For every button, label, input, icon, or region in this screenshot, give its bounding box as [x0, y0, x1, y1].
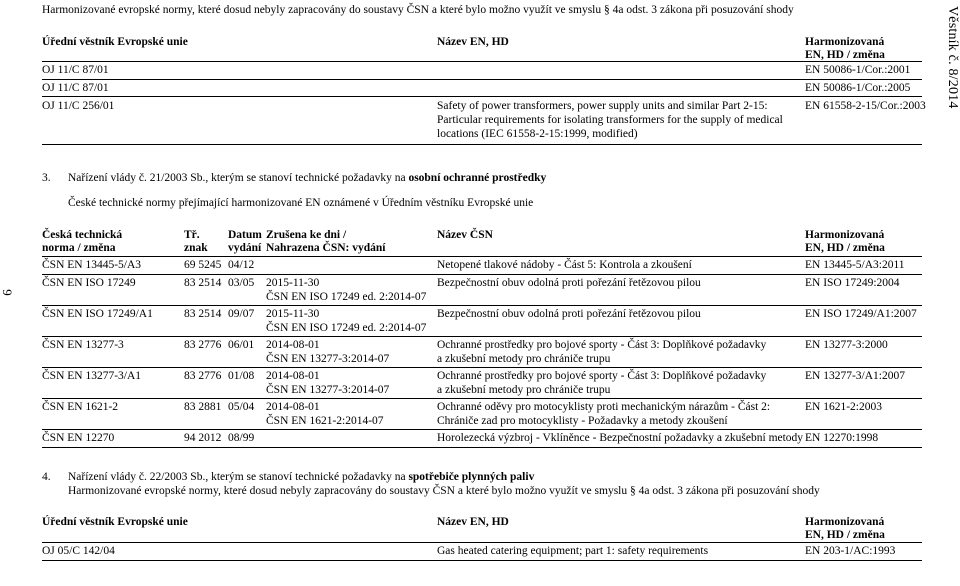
- t1-row-1-harm: EN 50086-1/Cor.:2001: [805, 64, 911, 76]
- section-3-number: 3.: [42, 172, 51, 184]
- section-4-heading: [68, 471, 534, 484]
- t2-header-norm-1: Česká technická: [42, 229, 123, 241]
- t3-row-1-harm: EN 203-1/AC:1993: [805, 545, 896, 557]
- t3-header-journal: Úřední věstník Evropské unie: [42, 516, 188, 528]
- t2-row-4-name-line-1: Ochranné prostředky pro bojové sporty - Část 3: Doplňkové požadavky: [437, 339, 767, 351]
- t2-row-2-date: 03/05: [228, 277, 255, 289]
- t2-row-4-harm: EN 13277-3:2000: [805, 339, 888, 351]
- t2-row-4-replaced-by: ČSN EN 13277-3:2014-07: [266, 353, 390, 365]
- t2-row-4-date: 06/01: [228, 339, 255, 351]
- t1-row-3-journal: OJ 11/C 256/01: [42, 100, 115, 112]
- t2-row-5-harm: EN 13277-3/A1:2007: [805, 370, 905, 382]
- page-number: 9: [0, 289, 15, 296]
- section-4-note: Harmonizované evropské normy, které dosud nebyly zapracovány do soustavy ČSN a které bylo možno využít ve smyslu § 4a odst. 3 zákona při posuzování shody: [68, 485, 820, 497]
- t2-row-4-class: 83 2776: [184, 339, 222, 351]
- t2-row-4-name-line-2: a zkušební metody pro chrániče trupu: [437, 353, 611, 365]
- t2-header-replaced-1: Zrušena ke dni /: [266, 229, 347, 241]
- divider: [42, 305, 922, 306]
- t2-header-date-1: Datum: [228, 229, 262, 241]
- divider: [42, 560, 922, 561]
- t2-row-6-name-line-1: Ochranné oděvy pro motocyklisty proti mechanickým nárazům - Část 2:: [437, 401, 771, 413]
- t3-row-1-name: Gas heated catering equipment; part 1: safety requirements: [437, 545, 709, 557]
- t2-row-2-class: 83 2514: [184, 277, 222, 289]
- divider: [42, 144, 922, 145]
- t2-row-3-replaced-by: ČSN EN ISO 17249 ed. 2:2014-07: [266, 322, 427, 334]
- t1-row-1-journal: OJ 11/C 87/01: [42, 64, 109, 76]
- section-4-heading-text: Nařízení vlády č. 22/2003 Sb., kterým se stanoví technické požadavky na: [68, 471, 409, 483]
- t2-row-6-replaced-by: ČSN EN 1621-2:2014-07: [266, 415, 384, 427]
- section-3-heading-subject: osobní ochranné prostředky: [408, 172, 547, 184]
- divider: [42, 447, 922, 448]
- divider: [42, 429, 922, 430]
- t3-header-harm-1: Harmonizovaná: [805, 516, 885, 528]
- t2-header-date-2: vydání: [228, 242, 262, 254]
- t2-row-7-class: 94 2012: [184, 432, 222, 444]
- t2-header-class-1: Tř.: [184, 229, 200, 241]
- t2-row-1-name: Netopené tlakové nádoby - Část 5: Kontrola a zkoušení: [437, 259, 692, 271]
- section-4-number: 4.: [42, 471, 51, 483]
- t2-row-3-harm: EN ISO 17249/A1:2007: [805, 308, 917, 320]
- t2-row-5-date: 01/08: [228, 370, 255, 382]
- t3-header-name: Název EN, HD: [437, 516, 509, 528]
- divider: [42, 398, 922, 399]
- t2-row-5-withdrawn: 2014-08-01: [266, 370, 320, 382]
- t2-header-harm-2: EN, HD / změna: [805, 242, 885, 254]
- t2-row-6-norm: ČSN EN 1621-2: [42, 401, 119, 413]
- t2-row-7-norm: ČSN EN 12270: [42, 432, 115, 444]
- t2-row-7-name: Horolezecká výzbroj - Vklíněnce - Bezpečnostní požadavky a zkušební metody: [437, 432, 804, 444]
- divider: [42, 367, 922, 368]
- t2-row-7-harm: EN 12270:1998: [805, 432, 879, 444]
- t2-row-5-name-line-1: Ochranné prostředky pro bojové sporty - Část 3: Doplňkové požadavky: [437, 370, 767, 382]
- t1-header-harm-2: EN, HD / změna: [805, 49, 885, 61]
- t2-row-5-name-line-2: a zkušební metody pro chrániče trupu: [437, 384, 611, 396]
- section-3-heading: [68, 172, 546, 185]
- t2-row-6-withdrawn: 2014-08-01: [266, 401, 320, 413]
- t2-row-1-class: 69 5245: [184, 259, 222, 271]
- t2-header-replaced-2: Nahrazena ČSN: vydání: [266, 242, 386, 254]
- t1-row-2-harm: EN 50086-1/Cor.:2005: [805, 82, 911, 94]
- t2-row-6-harm: EN 1621-2:2003: [805, 401, 882, 413]
- t2-row-1-date: 04/12: [228, 259, 255, 271]
- t2-row-3-class: 83 2514: [184, 308, 222, 320]
- t2-row-2-harm: EN ISO 17249:2004: [805, 277, 900, 289]
- divider: [42, 79, 922, 80]
- t1-row-3-name-line-3: locations (IEC 61558-2-15:1999, modified): [437, 128, 638, 140]
- divider: [42, 61, 922, 62]
- t2-row-3-name: Bezpečnostní obuv odolná proti pořezání řetězovou pilou: [437, 308, 701, 320]
- t3-header-harm-2: EN, HD / změna: [805, 529, 885, 541]
- divider: [42, 336, 922, 337]
- t2-header-harm-1: Harmonizovaná: [805, 229, 885, 241]
- t2-row-2-withdrawn: 2015-11-30: [266, 277, 320, 289]
- section-3-heading-text: Nařízení vlády č. 21/2003 Sb., kterým se stanoví technické požadavky na: [68, 172, 409, 184]
- t1-header-name: Název EN, HD: [437, 36, 509, 48]
- t2-row-6-class: 83 2881: [184, 401, 222, 413]
- t2-row-3-norm: ČSN EN ISO 17249/A1: [42, 308, 153, 320]
- section-4-heading-subject: spotřebiče plynných paliv: [408, 471, 535, 483]
- t3-row-1-journal: OJ 05/C 142/04: [42, 545, 115, 557]
- top-note: Harmonizované evropské normy, které dosud nebyly zapracovány do soustavy ČSN a které bylo možno využít ve smyslu § 4a odst. 3 zákona při posuzování shody: [42, 4, 794, 16]
- t2-row-3-withdrawn: 2015-11-30: [266, 308, 320, 320]
- t2-row-6-name-line-2: Chrániče zad pro motocyklisty - Požadavky a metody zkoušení: [437, 415, 728, 427]
- t2-header-name: Název ČSN: [437, 229, 493, 241]
- divider: [42, 96, 922, 97]
- t2-row-4-withdrawn: 2014-08-01: [266, 339, 320, 351]
- t1-header-journal: Úřední věstník Evropské unie: [42, 36, 188, 48]
- divider: [42, 256, 922, 257]
- t1-row-3-name-line-1: Safety of power transformers, power supply units and similar Part 2-15:: [437, 100, 768, 112]
- t1-header-harm-1: Harmonizovaná: [805, 36, 885, 48]
- t2-row-7-date: 08/99: [228, 432, 255, 444]
- divider: [42, 542, 922, 543]
- t2-row-1-harm: EN 13445-5/A3:2011: [805, 259, 905, 271]
- t2-row-2-norm: ČSN EN ISO 17249: [42, 277, 136, 289]
- t1-row-2-journal: OJ 11/C 87/01: [42, 82, 109, 94]
- t1-row-3-name-line-2: Particular requirements for isolating transformers for the supply of medical: [437, 114, 783, 126]
- divider: [42, 274, 922, 275]
- t2-row-4-norm: ČSN EN 13277-3: [42, 339, 124, 351]
- t2-row-6-date: 05/04: [228, 401, 255, 413]
- journal-issue-label: Věstník č. 8/2014: [945, 6, 960, 109]
- t2-header-class-2: znak: [184, 242, 208, 254]
- t1-row-3-harm: EN 61558-2-15/Cor.:2003: [805, 100, 926, 112]
- t2-row-1-norm: ČSN EN 13445-5/A3: [42, 259, 142, 271]
- t2-row-5-class: 83 2776: [184, 370, 222, 382]
- t2-header-norm-2: norma / změna: [42, 242, 116, 254]
- section-3-subtitle: České technické normy přejímající harmonizované EN oznámené v Úředním věstníku Evropské unie: [68, 197, 534, 209]
- t2-row-5-replaced-by: ČSN EN 13277-3:2014-07: [266, 384, 390, 396]
- t2-row-2-replaced-by: ČSN EN ISO 17249 ed. 2:2014-07: [266, 291, 427, 303]
- t2-row-3-date: 09/07: [228, 308, 255, 320]
- t2-row-5-norm: ČSN EN 13277-3/A1: [42, 370, 142, 382]
- t2-row-2-name: Bezpečnostní obuv odolná proti pořezání řetězovou pilou: [437, 277, 701, 289]
